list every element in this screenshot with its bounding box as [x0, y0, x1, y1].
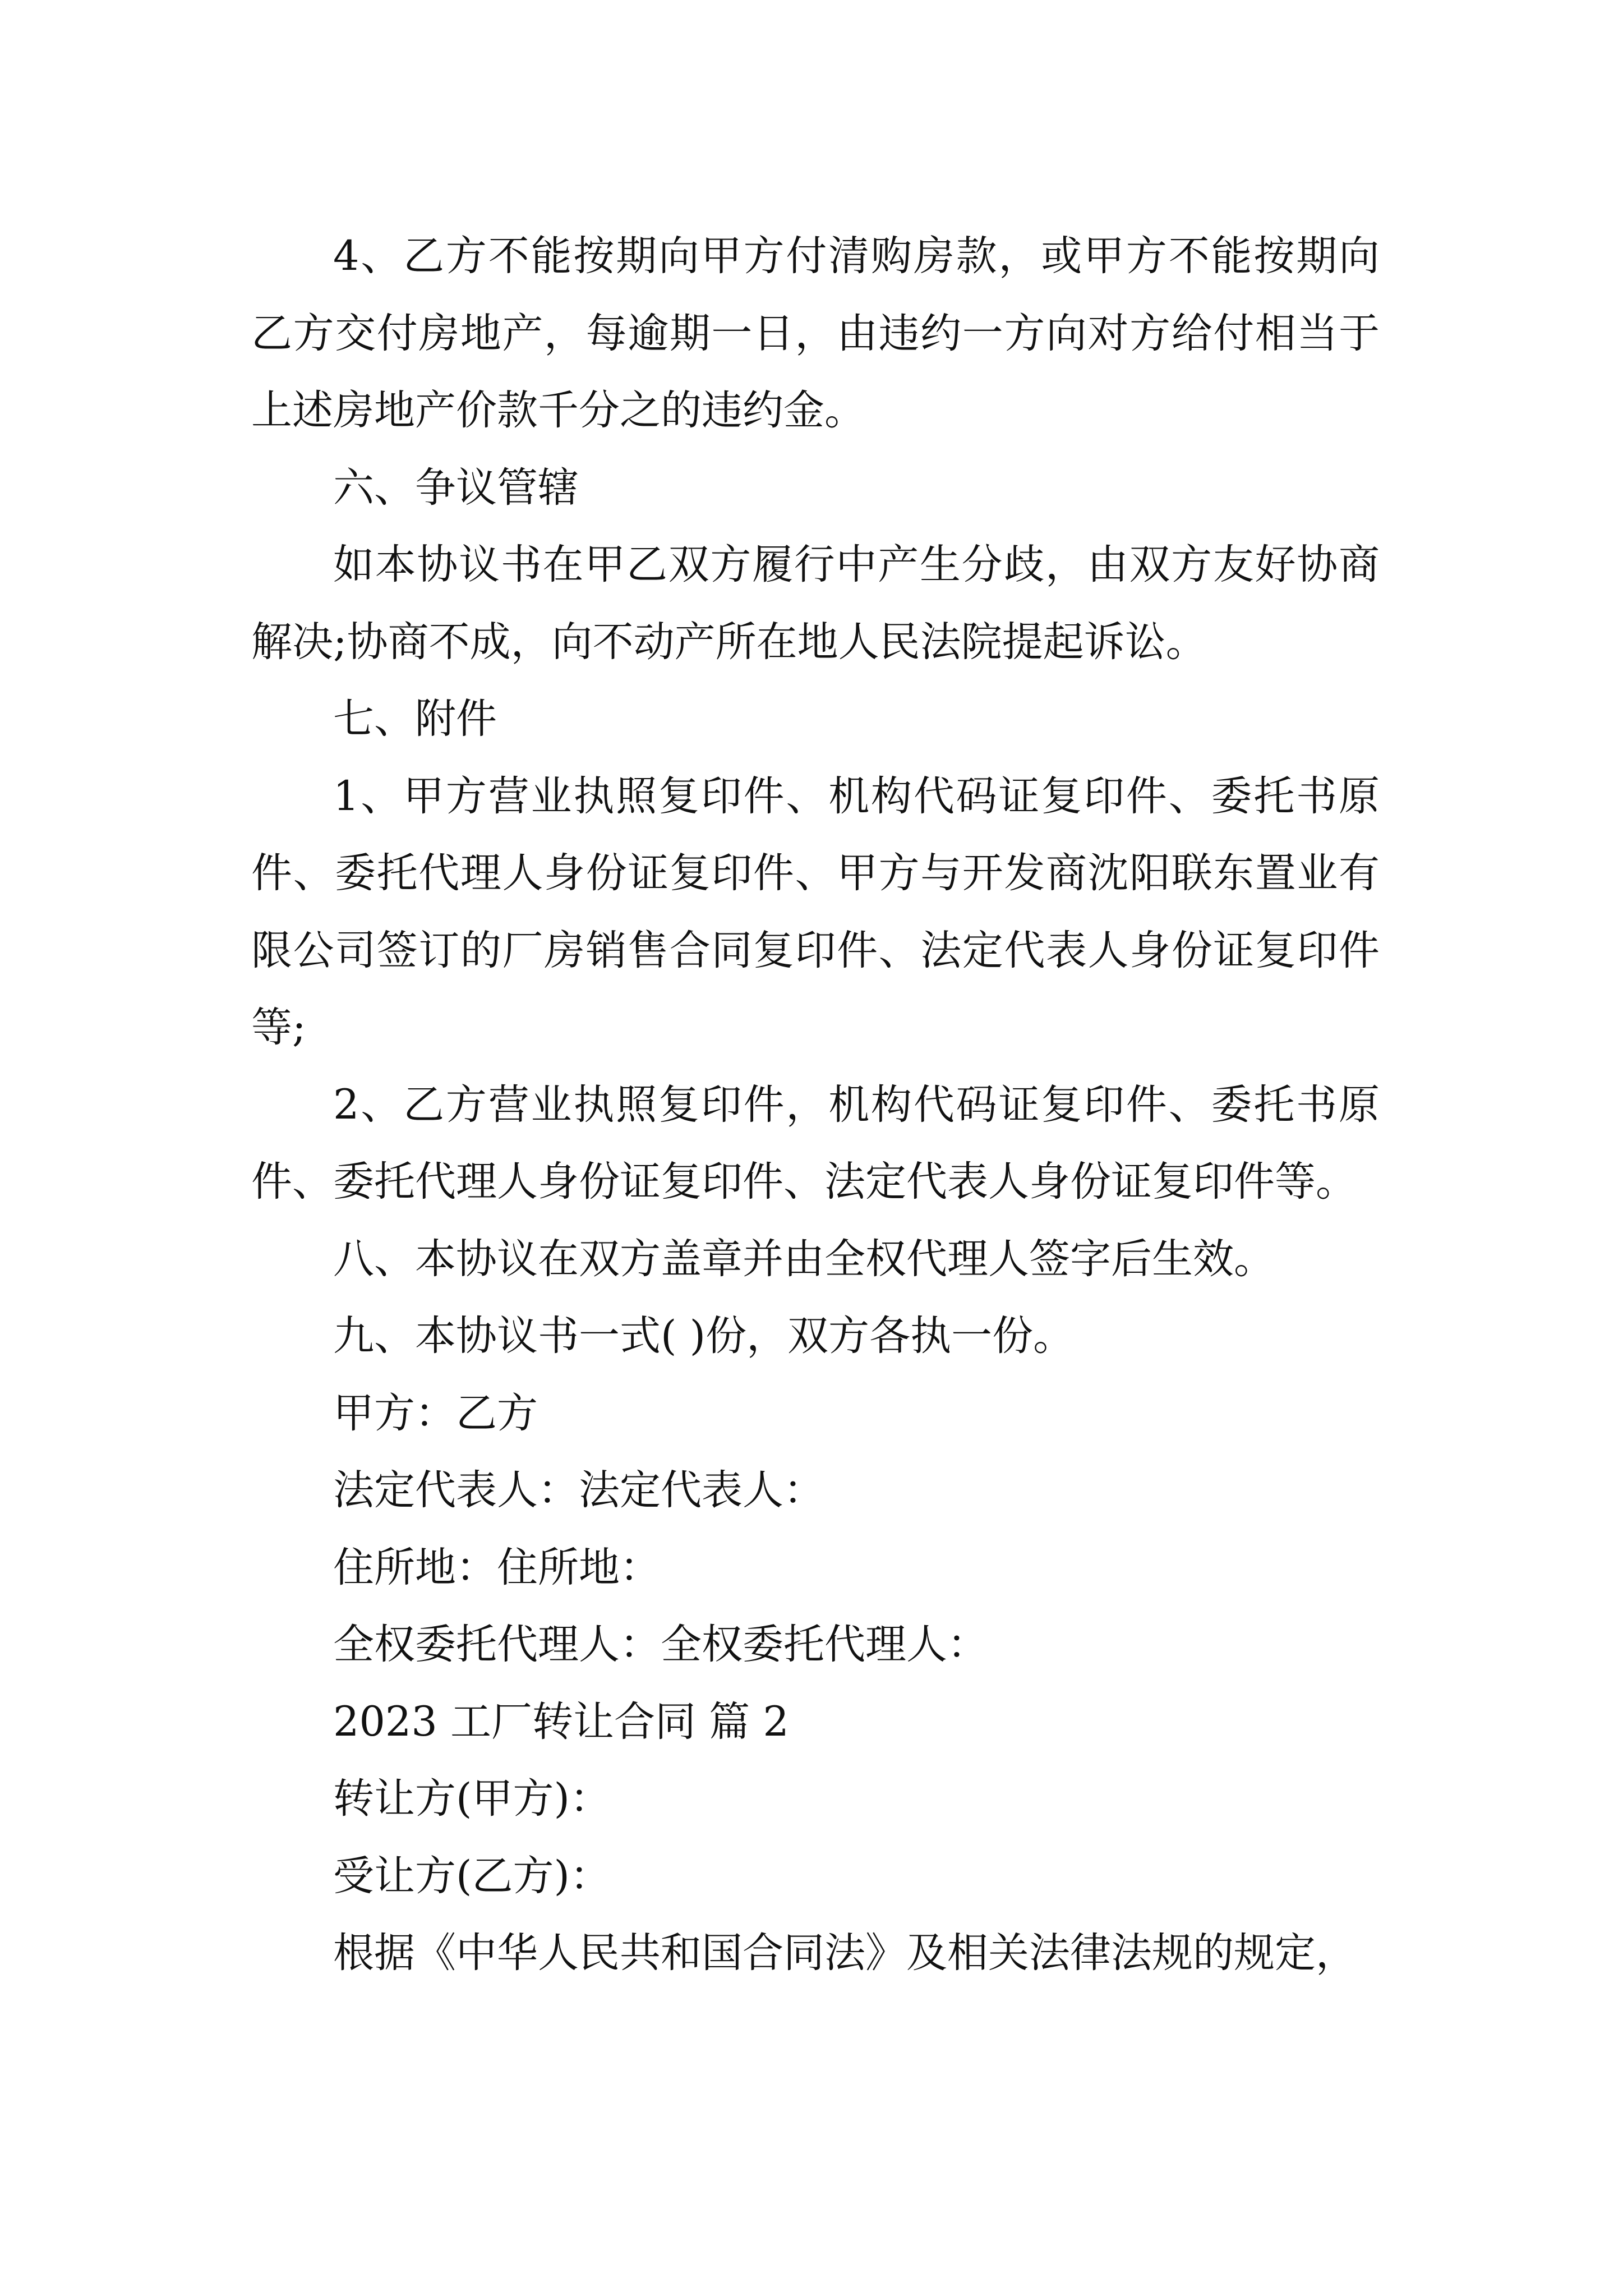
signature-agent-line: 全权委托代理人：全权委托代理人： — [333, 1621, 988, 1668]
paragraph-legal-basis: 根据《中华人民共和国合同法》及相关法律法规的规定， — [333, 1929, 1357, 1977]
heading-attachments: 七、附件 — [333, 695, 497, 743]
paragraph-dispute-resolution: 如本协议书在甲乙双方履行中产生分歧，由双方友好协商解决;协商不成，向不动产所在地人民法院提起诉讼。 — [251, 541, 1380, 666]
signature-party-line: 甲方：乙方 — [333, 1389, 538, 1437]
document-body — [251, 218, 1380, 1992]
paragraph-attachment-party-b: 2、乙方营业执照复印件，机构代码证复印件、委托书原件、委托代理人身份证复印件、法定代表人身份证复印件等。 — [251, 1080, 1380, 1205]
paragraph-effective-clause: 八、本协议在双方盖章并由全权代理人签字后生效。 — [333, 1235, 1275, 1283]
signature-legal-representative-line: 法定代表人：法定代表人： — [333, 1466, 824, 1514]
heading-dispute-jurisdiction: 六、争议管辖 — [333, 463, 579, 512]
signature-address-line: 住所地：住所地： — [333, 1543, 661, 1591]
transferee-line: 受让方(乙方)： — [333, 1852, 611, 1900]
transferor-line: 转让方(甲方)： — [333, 1775, 611, 1823]
paragraph-copies-clause: 九、本协议书一式( )份，双方各执一份。 — [333, 1312, 1075, 1360]
paragraph-attachment-party-a: 1、甲方营业执照复印件、机构代码证复印件、委托书原件、委托代理人身份证复印件、甲方与开发商沈阳联东置业有限公司签订的厂房销售合同复印件、法定代表人身份证复印件等; — [251, 772, 1380, 1051]
paragraph-breach-penalty: 4、乙方不能按期向甲方付清购房款，或甲方不能按期向乙方交付房地产，每逾期一日，由违约一方向对方给付相当于上述房地产价款千分之的违约金。 — [251, 232, 1380, 434]
section-title-contract-2: 2023 工厂转让合同 篇 2 — [333, 1697, 789, 1746]
